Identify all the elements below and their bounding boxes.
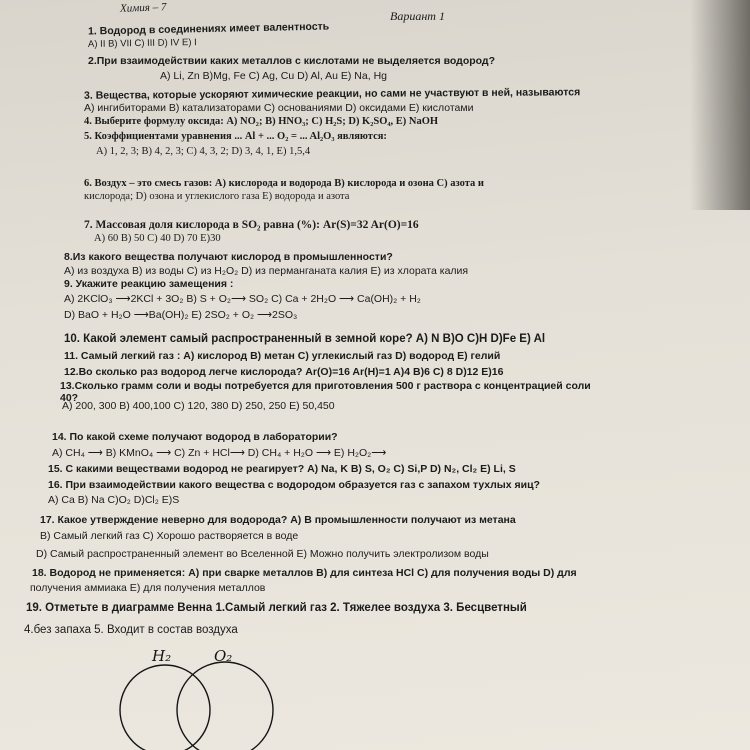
question-2: 2.При взаимодействии каких металлов с кислотами не выделяется водород? [88,55,496,67]
answers-9-continued: D) BaO + H₂O ⟶Ba(OH)₂ E) 2SO₂ + O₂ ⟶2SO₃ [64,309,298,321]
question-10: 10. Какой элемент самый распространенный в земной коре? A) N B)O C)H D)Fe E) Al [64,333,546,345]
answers-5: A) 1, 2, 3; B) 4, 2, 3; C) 4, 3, 2; D) 3, 4, 1, E) 1,5,4 [96,146,311,157]
question-5: 5. Коэффициентами уравнения ... Al + ... O₂ = ... Al₂O₃ являются: [84,131,387,142]
answers-6: кислорода; D) озона и углекислого газа E) водорода и азота [84,191,350,202]
answers-8: A) из воздуха B) из воды C) из H₂O₂ D) из перманганата калия E) из хлората калия [64,265,469,277]
question-11: 11. Самый легкий газ : A) кислород B) метан C) углекислый газ D) водород E) гелий [64,350,501,362]
question-14: 14. По какой схеме получают водород в лаборатории? [52,431,338,443]
question-13-continued: 40? [60,392,79,404]
venn-label-oxygen: O₂ [214,647,233,665]
question-17: 17. Какое утверждение неверно для водорода? A) В промышленности получают из метана [40,514,516,526]
question-12: 12.Во сколько раз водород легче кислорода? Ar(O)=16 Ar(H)=1 A)4 B)6 C) 8 D)12 E)16 [64,366,504,378]
answers-1: A) II B) VII C) III D) IV E) I [87,37,197,50]
answers-13: A) 200, 300 B) 400,100 C) 120, 380 D) 250, 250 E) 50,450 [62,400,335,412]
question-18: 18. Водород не применяется: A) при сварке металлов B) для синтеза HCl C) для получения воды D) для [32,567,577,579]
answers-17-continued: D) Самый распространенный элемент во Вселенной E) Можно получить электролизом воды [36,548,489,560]
question-3: 3. Вещества, которые ускоряют химические реакции, но сами не участвуют в ней, называются [83,86,581,102]
venn-label-hydrogen: H₂ [152,647,172,665]
question-15: 15. С какими веществами водород не реагирует? A) Na, K B) S, O₂ C) Si,P D) N₂, Cl₂ E) Li, S [48,463,516,475]
question-16: 16. При взаимодействии какого вещества с водородом образуется газ с запахом тухлых яиц? [48,479,540,491]
question-7: 7. Массовая доля кислорода в SO₂ равна (%): Ar(S)=32 Ar(O)=16 [84,219,419,231]
subject-header: Химия – 7 [119,1,167,15]
answers-16: A) Ca B) Na C)O₂ D)Cl₂ E)S [48,494,180,506]
answers-17: B) Самый легкий газ C) Хорошо растворяется в воде [40,530,299,542]
answers-9: A) 2KClO₃ ⟶2KCl + 3O₂ B) S + O₂⟶ SO₂ C) Ca + 2H₂O ⟶ Ca(OH)₂ + H₂ [64,293,421,305]
question-13: 13.Сколько грамм соли и воды потребуется для приготовления 500 г раствора с концентрацией соли [60,380,591,392]
variant-header: Вариант 1 [390,9,445,23]
question-1: 1. Водород в соединениях имеет валентность [87,20,330,38]
answers-14: A) CH₄ ⟶ B) KMnO₄ ⟶ C) Zn + HCl⟶ D) CH₄ + H₂O ⟶ E) H₂O₂⟶ [52,447,387,459]
question-19-options: 4.без запаха 5. Входит в состав воздуха [24,624,238,636]
answers-18: получения аммиака E) для получения металлов [30,582,266,594]
venn-circle-oxygen [177,662,273,750]
answers-2: A) Li, Zn B)Mg, Fe C) Ag, Cu D) Al, Au E) Na, Hg [160,70,387,82]
question-8: 8.Из какого вещества получают кислород в промышленности? [64,251,393,263]
question-6: 6. Воздух – это смесь газов: A) кислорода и водорода B) кислорода и озона C) азота и [84,178,484,189]
answers-7: A) 60 B) 50 C) 40 D) 70 E)30 [94,233,221,244]
question-19: 19. Отметьте в диаграмме Венна 1.Самый легкий газ 2. Тяжелее воздуха 3. Бесцветный [26,602,527,614]
venn-diagram [110,645,300,750]
page-shadow [690,0,750,210]
question-4: 4. Выберите формулу оксида: A) NO₂; B) HNO₃; C) H₂S; D) K₂SO₄, E) NaOH [84,116,439,127]
venn-circle-hydrogen [120,665,210,750]
question-9: 9. Укажите реакцию замещения : [64,278,234,290]
answers-3: A) ингибиторами B) катализаторами C) основаниями D) оксидами E) кислотами [84,102,474,114]
